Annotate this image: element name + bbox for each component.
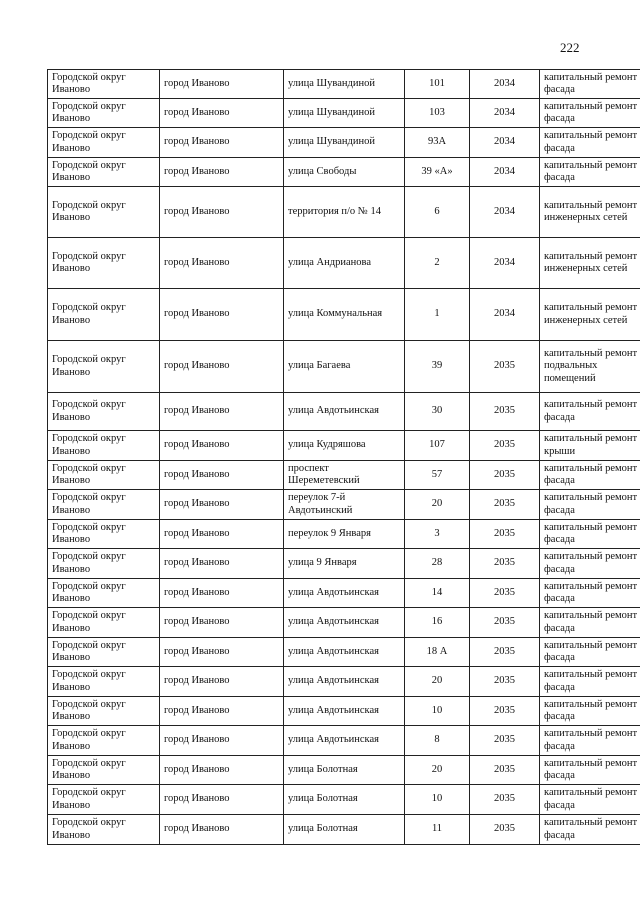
year-cell: 2035 — [470, 579, 540, 608]
work-type-cell: капитальный ремонт фасада — [540, 461, 640, 490]
municipality-cell: Городской округ Иваново — [48, 638, 160, 667]
page-number: 222 — [560, 40, 580, 55]
city-cell: город Иваново — [160, 815, 284, 845]
year-cell: 2035 — [470, 461, 540, 490]
city-cell: город Иваново — [160, 70, 284, 99]
table-row — [48, 815, 640, 845]
street-cell: улица Авдотьинская — [284, 726, 405, 756]
city-cell: город Иваново — [160, 238, 284, 289]
year-cell: 2034 — [470, 128, 540, 158]
house-number-cell: 2 — [405, 238, 470, 289]
street-cell: улица Шувандиной — [284, 128, 405, 158]
year-cell: 2035 — [470, 667, 540, 697]
table-row — [48, 667, 640, 697]
street-cell: улица Болотная — [284, 785, 405, 815]
table-row — [48, 697, 640, 726]
table-row — [48, 608, 640, 638]
city-cell: город Иваново — [160, 549, 284, 579]
municipality-cell: Городской округ Иваново — [48, 99, 160, 128]
table-row — [48, 579, 640, 608]
municipality-cell: Городской округ Иваново — [48, 70, 160, 99]
year-cell: 2034 — [470, 238, 540, 289]
street-cell: улица Коммунальная — [284, 289, 405, 341]
work-type-cell: капитальный ремонт фасада — [540, 785, 640, 815]
work-type-cell: капитальный ремонт фасада — [540, 638, 640, 667]
table-row — [48, 490, 640, 520]
work-type-cell: капитальный ремонт крыши — [540, 431, 640, 461]
street-cell: улица Шувандиной — [284, 70, 405, 99]
table-row — [48, 158, 640, 187]
city-cell: город Иваново — [160, 638, 284, 667]
street-cell: проспект Шереметевский — [284, 461, 405, 490]
table-row — [48, 238, 640, 289]
work-type-cell: капитальный ремонт фасада — [540, 726, 640, 756]
street-cell: улица Авдотьинская — [284, 667, 405, 697]
work-type-cell: капитальный ремонт инженерных сетей — [540, 289, 640, 341]
municipality-cell: Городской округ Иваново — [48, 785, 160, 815]
table-row — [48, 99, 640, 128]
year-cell: 2034 — [470, 70, 540, 99]
street-cell: территория п/о № 14 — [284, 187, 405, 238]
house-number-cell: 8 — [405, 726, 470, 756]
house-number-cell: 39 — [405, 341, 470, 393]
city-cell: город Иваново — [160, 756, 284, 785]
year-cell: 2034 — [470, 158, 540, 187]
street-cell: переулок 9 Января — [284, 520, 405, 549]
house-number-cell: 1 — [405, 289, 470, 341]
year-cell: 2035 — [470, 785, 540, 815]
work-type-cell: капитальный ремонт фасада — [540, 393, 640, 431]
city-cell: город Иваново — [160, 520, 284, 549]
table-row — [48, 289, 640, 341]
house-number-cell: 39 «А» — [405, 158, 470, 187]
work-type-cell: капитальный ремонт фасада — [540, 756, 640, 785]
table-row — [48, 187, 640, 238]
year-cell: 2035 — [470, 815, 540, 845]
table-row — [48, 128, 640, 158]
city-cell: город Иваново — [160, 187, 284, 238]
house-number-cell: 10 — [405, 785, 470, 815]
city-cell: город Иваново — [160, 99, 284, 128]
city-cell: город Иваново — [160, 785, 284, 815]
street-cell: улица Свободы — [284, 158, 405, 187]
registry-table — [47, 69, 640, 845]
municipality-cell: Городской округ Иваново — [48, 756, 160, 785]
city-cell: город Иваново — [160, 341, 284, 393]
table-row — [48, 70, 640, 99]
year-cell: 2035 — [470, 341, 540, 393]
house-number-cell: 30 — [405, 393, 470, 431]
street-cell: улица Андрианова — [284, 238, 405, 289]
work-type-cell: капитальный ремонт фасада — [540, 549, 640, 579]
street-cell: улица Багаева — [284, 341, 405, 393]
work-type-cell: капитальный ремонт фасада — [540, 490, 640, 520]
table-row — [48, 393, 640, 431]
city-cell: город Иваново — [160, 608, 284, 638]
year-cell: 2035 — [470, 520, 540, 549]
municipality-cell: Городской округ Иваново — [48, 697, 160, 726]
table-row — [48, 461, 640, 490]
house-number-cell: 107 — [405, 431, 470, 461]
house-number-cell: 101 — [405, 70, 470, 99]
street-cell: улица Авдотьинская — [284, 638, 405, 667]
table-row — [48, 726, 640, 756]
house-number-cell: 20 — [405, 490, 470, 520]
municipality-cell: Городской округ Иваново — [48, 490, 160, 520]
city-cell: город Иваново — [160, 461, 284, 490]
year-cell: 2035 — [470, 697, 540, 726]
work-type-cell: капитальный ремонт фасада — [540, 815, 640, 845]
year-cell: 2035 — [470, 756, 540, 785]
year-cell: 2035 — [470, 431, 540, 461]
street-cell: улица Авдотьинская — [284, 608, 405, 638]
municipality-cell: Городской округ Иваново — [48, 431, 160, 461]
city-cell: город Иваново — [160, 393, 284, 431]
house-number-cell: 3 — [405, 520, 470, 549]
municipality-cell: Городской округ Иваново — [48, 461, 160, 490]
municipality-cell: Городской округ Иваново — [48, 341, 160, 393]
work-type-cell: капитальный ремонт фасада — [540, 667, 640, 697]
house-number-cell: 57 — [405, 461, 470, 490]
municipality-cell: Городской округ Иваново — [48, 520, 160, 549]
table-row — [48, 549, 640, 579]
street-cell: улица Авдотьинская — [284, 697, 405, 726]
city-cell: город Иваново — [160, 579, 284, 608]
work-type-cell: капитальный ремонт инженерных сетей — [540, 187, 640, 238]
house-number-cell: 93А — [405, 128, 470, 158]
work-type-cell: капитальный ремонт фасада — [540, 697, 640, 726]
year-cell: 2034 — [470, 187, 540, 238]
house-number-cell: 11 — [405, 815, 470, 845]
municipality-cell: Городской округ Иваново — [48, 579, 160, 608]
house-number-cell: 20 — [405, 756, 470, 785]
year-cell: 2035 — [470, 490, 540, 520]
street-cell: переулок 7-й Авдотьинский — [284, 490, 405, 520]
city-cell: город Иваново — [160, 697, 284, 726]
municipality-cell: Городской округ Иваново — [48, 393, 160, 431]
city-cell: город Иваново — [160, 431, 284, 461]
house-number-cell: 10 — [405, 697, 470, 726]
house-number-cell: 14 — [405, 579, 470, 608]
city-cell: город Иваново — [160, 128, 284, 158]
city-cell: город Иваново — [160, 289, 284, 341]
municipality-cell: Городской округ Иваново — [48, 158, 160, 187]
street-cell: улица Болотная — [284, 815, 405, 845]
city-cell: город Иваново — [160, 158, 284, 187]
work-type-cell: капитальный ремонт фасада — [540, 99, 640, 128]
municipality-cell: Городской округ Иваново — [48, 289, 160, 341]
registry-table-body — [48, 70, 640, 845]
street-cell: улица Болотная — [284, 756, 405, 785]
work-type-cell: капитальный ремонт подвальных помещений — [540, 341, 640, 393]
municipality-cell: Городской округ Иваново — [48, 726, 160, 756]
work-type-cell: капитальный ремонт фасада — [540, 520, 640, 549]
street-cell: улица Авдотьинская — [284, 393, 405, 431]
house-number-cell: 28 — [405, 549, 470, 579]
year-cell: 2035 — [470, 608, 540, 638]
house-number-cell: 16 — [405, 608, 470, 638]
work-type-cell: капитальный ремонт фасада — [540, 70, 640, 99]
house-number-cell: 18 А — [405, 638, 470, 667]
year-cell: 2034 — [470, 289, 540, 341]
house-number-cell: 20 — [405, 667, 470, 697]
house-number-cell: 103 — [405, 99, 470, 128]
house-number-cell: 6 — [405, 187, 470, 238]
table-row — [48, 520, 640, 549]
municipality-cell: Городской округ Иваново — [48, 238, 160, 289]
city-cell: город Иваново — [160, 490, 284, 520]
municipality-cell: Городской округ Иваново — [48, 128, 160, 158]
table-row — [48, 638, 640, 667]
year-cell: 2035 — [470, 393, 540, 431]
work-type-cell: капитальный ремонт фасада — [540, 158, 640, 187]
table-row — [48, 341, 640, 393]
year-cell: 2035 — [470, 638, 540, 667]
year-cell: 2034 — [470, 99, 540, 128]
municipality-cell: Городской округ Иваново — [48, 187, 160, 238]
work-type-cell: капитальный ремонт инженерных сетей — [540, 238, 640, 289]
street-cell: улица Кудряшова — [284, 431, 405, 461]
work-type-cell: капитальный ремонт фасада — [540, 128, 640, 158]
work-type-cell: капитальный ремонт фасада — [540, 608, 640, 638]
table-row — [48, 756, 640, 785]
table-row — [48, 785, 640, 815]
year-cell: 2035 — [470, 549, 540, 579]
city-cell: город Иваново — [160, 726, 284, 756]
street-cell: улица Шувандиной — [284, 99, 405, 128]
year-cell: 2035 — [470, 726, 540, 756]
municipality-cell: Городской округ Иваново — [48, 815, 160, 845]
work-type-cell: капитальный ремонт фасада — [540, 579, 640, 608]
municipality-cell: Городской округ Иваново — [48, 608, 160, 638]
municipality-cell: Городской округ Иваново — [48, 549, 160, 579]
city-cell: город Иваново — [160, 667, 284, 697]
table-row — [48, 431, 640, 461]
street-cell: улица 9 Января — [284, 549, 405, 579]
municipality-cell: Городской округ Иваново — [48, 667, 160, 697]
street-cell: улица Авдотьинская — [284, 579, 405, 608]
